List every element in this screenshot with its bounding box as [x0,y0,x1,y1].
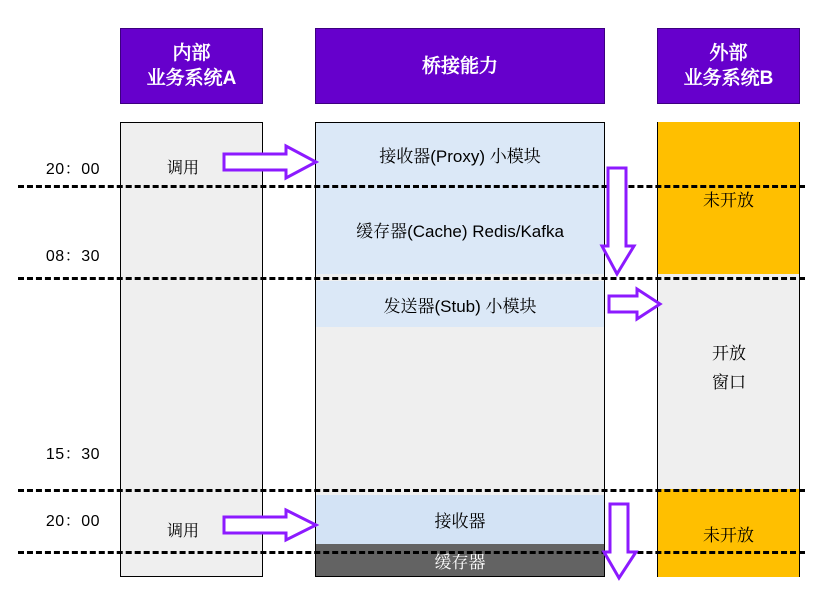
column-header-bridge-line1: 桥接能力 [421,55,498,77]
column-header-external-line2: 业务系统B [683,68,774,89]
bridge-block-proxy [316,123,604,185]
time-label-2: 08：30 [45,248,100,265]
external-block-closed-top-label: 未开放 [703,190,754,210]
column-header-bridge [315,28,605,104]
bridge-block-proxy-label: 接收器(Proxy) 小模块 [379,146,541,166]
time-label-3: 15：30 [45,446,100,463]
external-block-closed-top [657,122,800,274]
timeline-divider-1 [18,185,805,188]
external-open-window-line1: 开放 [712,344,746,363]
bridge-block-cache-2-label: 缓存器 [434,552,486,572]
external-block-open-window [654,339,804,397]
bridge-block-cache [316,185,604,274]
timeline-divider-3 [18,489,805,492]
bridge-block-stub-label: 发送器(Stub) 小模块 [383,296,537,316]
column-header-internal-line1: 内部 [172,43,211,64]
arrow-call-to-receiver-2 [222,508,318,542]
arrow-call-to-proxy [222,144,318,180]
bridge-block-receiver-2-label: 接收器 [434,512,486,531]
external-block-closed-bottom-label: 未开放 [703,525,754,545]
call-label-1: 调用 [167,160,200,177]
column-header-external [657,28,800,104]
bridge-block-cache-2 [316,544,604,576]
call-label-2: 调用 [167,523,200,540]
time-label-4: 20：00 [45,513,100,530]
bridge-block-cache-label: 缓存器(Cache) Redis/Kafka [356,222,564,241]
timeline-divider-2 [18,277,805,280]
external-open-window-line2: 窗口 [712,373,746,392]
arrow-proxy-to-cache-down [600,166,636,276]
column-header-external-line1: 外部 [709,43,748,64]
column-header-internal-line2: 业务系统A [146,68,237,89]
external-block-closed-bottom [657,489,800,577]
arrow-stub-to-external [607,287,662,321]
arrow-receiver-to-cache-down [602,502,638,580]
bridge-block-receiver-2 [316,495,604,544]
time-label-1: 20：00 [45,161,100,178]
timeline-divider-4 [18,551,805,554]
column-header-internal [120,28,263,104]
bridge-block-stub [316,281,604,327]
